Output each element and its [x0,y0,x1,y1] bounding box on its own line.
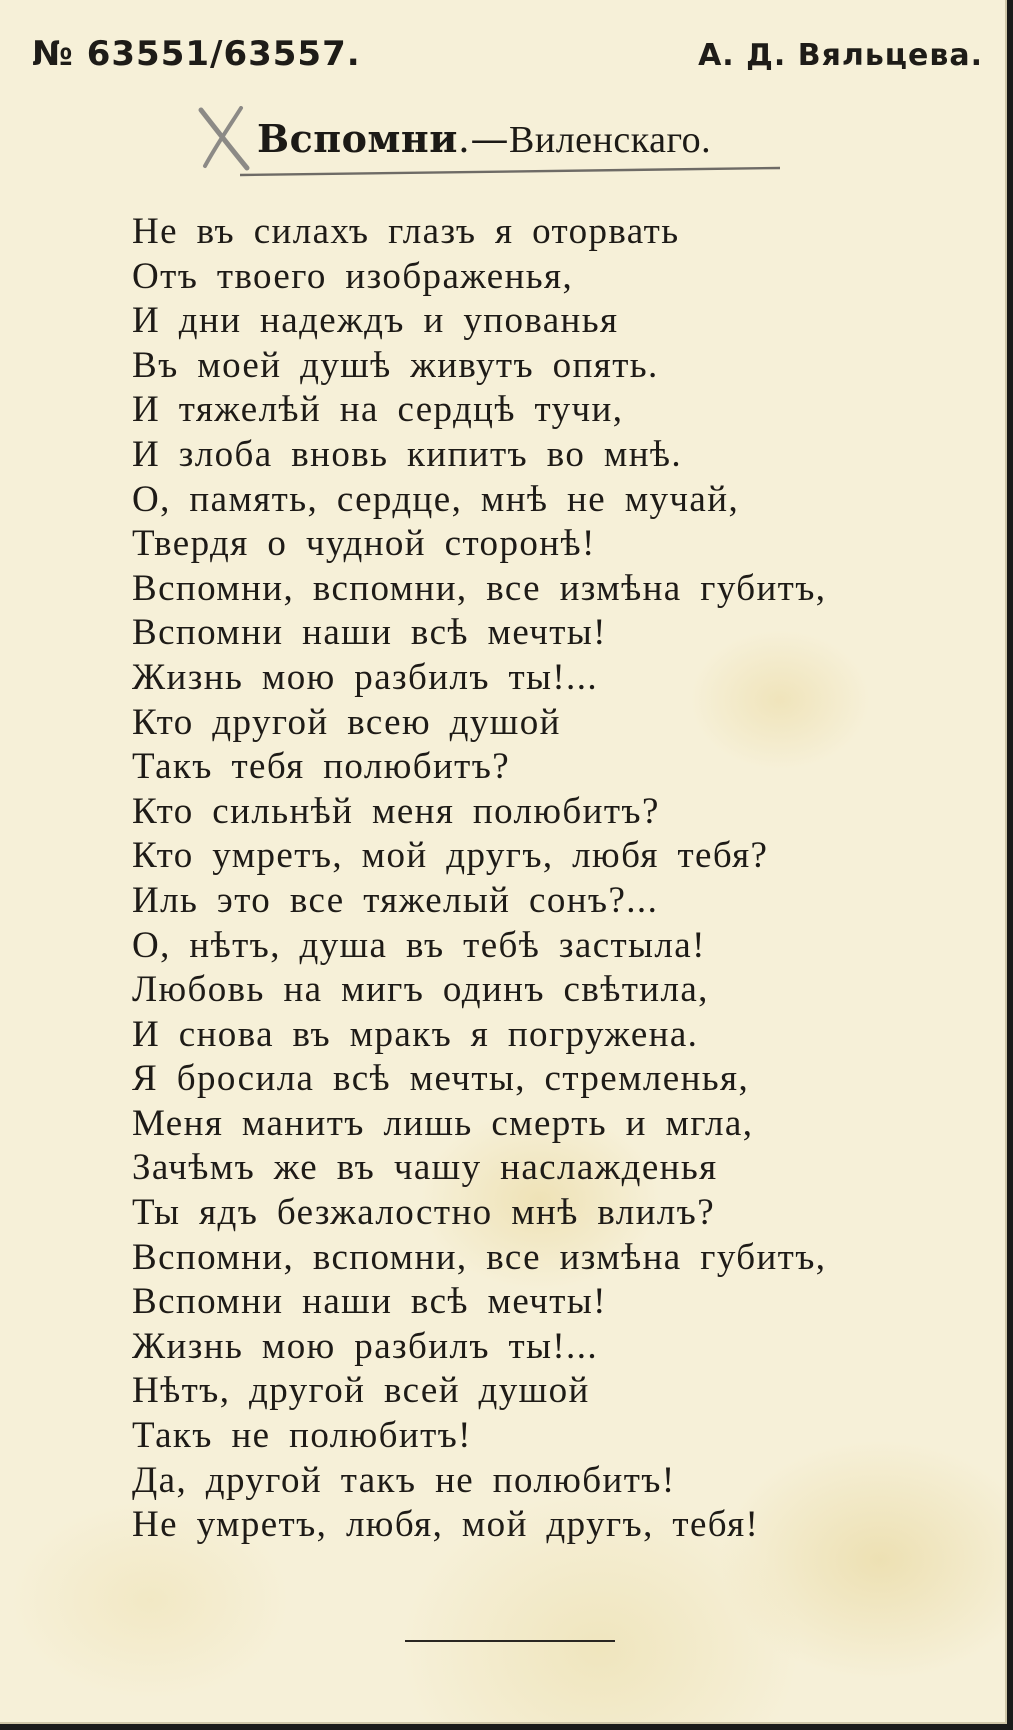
end-rule [405,1640,615,1642]
lyric-line: И снова въ мракъ я погружена. [132,1013,699,1055]
lyric-line: О, память, сердце, мнѣ не мучай, [132,478,740,520]
lyric-line: Нѣтъ, другой всей душой [132,1370,590,1412]
lyric-line: Не умретъ, любя, мой другъ, тебя! [132,1504,760,1546]
lyric-line: Кто другой всею душой [132,701,561,743]
lyric-line: И дни надеждъ и упованья [132,300,619,342]
lyric-line: Я бросила всѣ мечты, стремленья, [132,1058,750,1100]
lyric-line: Кто сильнѣй меня полюбитъ? [132,790,660,832]
lyric-line: Вспомни, вспомни, все измѣна губитъ, [132,567,827,609]
lyric-line: Да, другой такъ не полюбитъ! [132,1459,676,1501]
lyric-line: Въ моей душѣ живутъ опять. [132,344,659,386]
lyric-line: Вспомни, вспомни, все измѣна губитъ, [132,1236,827,1278]
song-title-block [195,108,795,178]
title-separator: .— [457,117,510,161]
title-underline [240,166,780,178]
lyric-line: Кто умретъ, мой другъ, любя тебя? [132,835,769,877]
performer-name: А. Д. Вяльцева. [698,38,983,73]
lyric-line: Такъ не полюбитъ! [132,1415,472,1457]
lyric-line: Любовь на мигъ одинъ свѣтила, [132,969,709,1011]
lyric-line: Вспомни наши всѣ мечты! [132,612,607,654]
pencil-x-mark-icon [195,106,257,172]
lyric-line: Жизнь мою разбилъ ты!... [132,656,599,698]
lyric-line: Вспомни наши всѣ мечты! [132,1281,607,1323]
lyric-line: Не въ силахъ глазъ я оторвать [132,211,680,252]
lyric-line: И тяжелѣй на сердцѣ тучи, [132,389,624,431]
lyric-line: Отъ твоего изображенья, [132,255,574,297]
lyric-line: И злоба вновь кипитъ во мнѣ. [132,433,683,475]
lyric-line: Зачѣмъ же въ чашу наслажденья [132,1147,718,1189]
lyric-line: Меня манитъ лишь смерть и мгла, [132,1102,754,1144]
lyric-line: Твердя о чудной сторонѣ! [132,523,596,565]
lyric-line: Ты ядъ безжалостно мнѣ влилъ? [132,1192,716,1234]
composer-name: Виленскаго. [509,119,712,161]
lyrics-list [132,210,972,1548]
lyric-line: Иль это все тяжелый сонъ?... [132,879,659,921]
catalog-number: № 63551/63557. [32,34,361,74]
song-title [257,116,711,162]
lyric-line: Такъ тебя полюбитъ? [132,746,511,788]
lyric-line: Жизнь мою разбилъ ты!... [132,1325,599,1367]
lyric-line: О, нѣтъ, душа въ тебѣ застыла! [132,924,706,966]
song-title-name: Вспомни [257,116,458,161]
